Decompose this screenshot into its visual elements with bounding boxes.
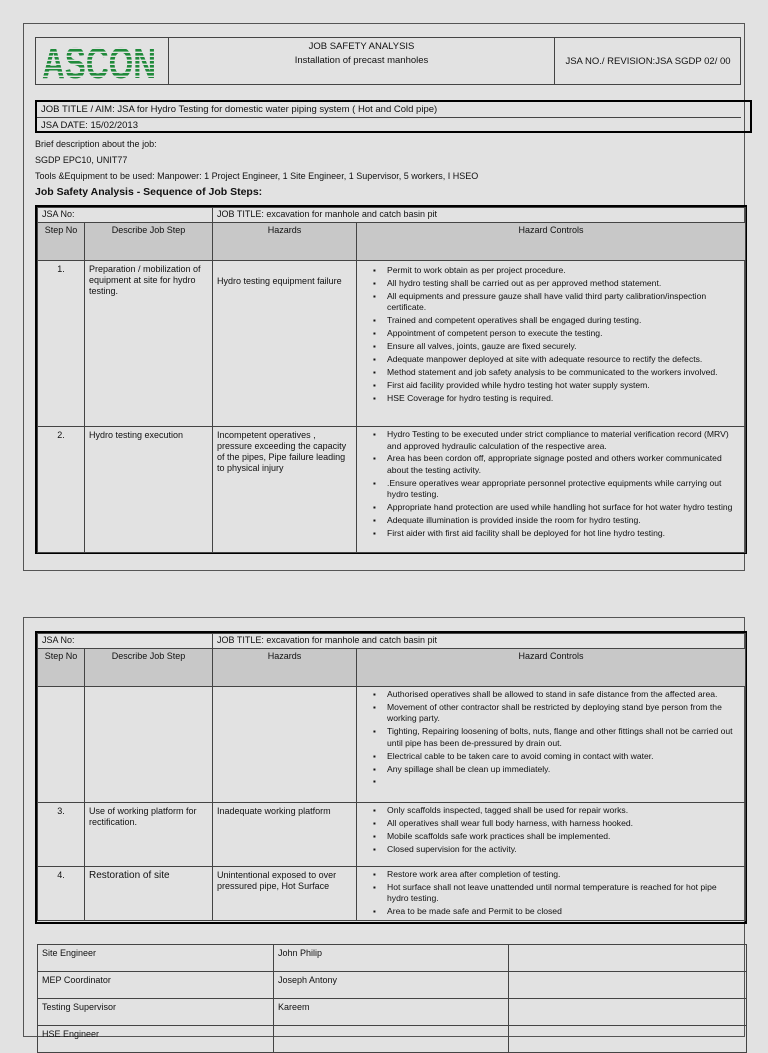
step-description: Preparation / mobilization of equipment at site for hydro testing. [85,261,213,427]
control-item: ▪ Restore work area after completion of testing. [371,869,739,881]
jsa-table-frame-1 [35,205,747,554]
document-page-1 [23,23,745,571]
step-hazard [213,687,357,803]
col-header-step: Step No [38,223,85,261]
signoff-signature[interactable] [509,972,747,999]
job-title-box [35,100,752,133]
step-description: Restoration of site [85,867,213,921]
control-item: ▪ Ensure all valves, joints, gauze are fixed securely. [371,341,739,353]
jsa-no-label: JSA No: [38,634,213,649]
table-job-title: JOB TITLE: excavation for manhole and catch basin pit [213,208,746,223]
control-item: ▪ First aid facility provided while hydro testing hot water supply system. [371,380,739,392]
control-item: ▪ Any spillage shall be clean up immediately. [371,764,739,776]
jsa-no-label: JSA No: [38,208,213,223]
step-description: Use of working platform for rectification. [85,803,213,867]
signoff-table [37,944,747,1053]
step-controls [357,427,746,553]
signoff-role: Testing Supervisor [38,999,274,1026]
step-hazard: Unintentional exposed to over pressured pipe, Hot Surface [213,867,357,921]
step-controls [357,261,746,427]
control-item: ▪ Method statement and job safety analysis to be communicated to the workers involved. [371,367,739,379]
control-item: ▪ Hot surface shall not leave unattended until normal temperature is reached for hot pipe hydro testing. [371,882,739,905]
header-title-block [168,38,555,84]
step-description: Hydro testing execution [85,427,213,553]
jsa-number-revision: JSA NO./ REVISION:JSA SGDP 02/ 00 [565,55,731,67]
document-header [35,37,741,88]
control-item: ▪ Adequate illumination is provided inside the room for hydro testing. [371,515,739,527]
col-header-desc: Describe Job Step [85,223,213,261]
job-title: JOB TITLE / AIM: JSA for Hydro Testing for domestic water piping system ( Hot and Cold pipe) [41,104,438,115]
signoff-signature[interactable] [509,945,747,972]
step-hazard: Inadequate working platform [213,803,357,867]
signoff-row [38,999,747,1026]
section-heading: Job Safety Analysis - Sequence of Job Steps: [35,186,263,198]
control-item: ▪ Area to be made safe and Permit to be closed [371,906,739,918]
step-number: 2. [38,427,85,553]
control-item: ▪ Closed supervision for the activity. [371,844,739,856]
step-description [85,687,213,803]
signoff-name: Joseph Antony [274,972,509,999]
control-item: ▪ HSE Coverage for hydro testing is required. [371,393,739,405]
table-row [38,687,746,803]
ascon-logo [40,39,158,88]
site-reference: SGDP EPC10, UNIT77 [35,155,128,165]
table-row [38,867,746,921]
signoff-signature[interactable] [509,999,747,1026]
signoff-row [38,972,747,999]
brief-label: Brief description about the job: [35,139,157,149]
control-item: ▪ Adequate manpower deployed at site with adequate resource to rectify the defects. [371,354,739,366]
col-header-controls: Hazard Controls [357,649,746,687]
control-item: ▪ Hydro Testing to be executed under strict compliance to material verification record (MRV) and approved hydraulic calculation of the respective area. [371,429,739,452]
control-item: ▪ Tighting, Repairing loosening of bolts, nuts, flange and other fittings shall not be carried out until pipe has been de-pressured by drain out. [371,726,739,749]
col-header-desc: Describe Job Step [85,649,213,687]
step-controls [357,867,746,921]
step-hazard: Incompetent operatives , pressure exceeding the capacity of the pipes, Pipe failure leading to physical injury [213,427,357,553]
control-item: ▪ Authorised operatives shall be allowed to stand in safe distance from the affected area. [371,689,739,701]
col-header-step: Step No [38,649,85,687]
step-hazard: Hydro testing equipment failure [213,261,357,427]
step-number [38,687,85,803]
jsa-table-2 [37,633,746,921]
step-controls [357,687,746,803]
document-page-2 [23,617,745,1037]
control-item: ▪ Movement of other contractor shall be restricted by deploying stand bye person from the working party. [371,702,739,725]
signoff-role: HSE Engineer [38,1026,274,1053]
control-item: ▪ Appointment of competent person to execute the testing. [371,328,739,340]
control-item: ▪ All equipments and pressure gauze shall have valid third party calibration/inspection certificate. [371,291,739,314]
table-row [38,803,746,867]
control-item: ▪ Only scaffolds inspected, tagged shall be used for repair works. [371,805,739,817]
control-item: ▪ Area has been cordon off, appropriate signage posted and others worker communicated about the testing activity. [371,453,739,476]
table-row [38,261,746,427]
col-header-hazards: Hazards [213,223,357,261]
col-header-controls: Hazard Controls [357,223,746,261]
control-item: ▪ Mobile scaffolds safe work practices shall be implemented. [371,831,739,843]
signoff-name [274,1026,509,1053]
control-item: ▪ All operatives shall wear full body harness, with harness hooked. [371,818,739,830]
step-number: 3. [38,803,85,867]
signoff-signature[interactable] [509,1026,747,1053]
step-number: 1. [38,261,85,427]
step-number: 4. [38,867,85,921]
jsa-table-frame-2 [35,631,747,924]
signoff-role: Site Engineer [38,945,274,972]
control-item: ▪ All hydro testing shall be carried out as per approved method statement. [371,278,739,290]
jsa-table-1 [37,207,746,553]
control-item: ▪ Permit to work obtain as per project procedure. [371,265,739,277]
control-item: ▪ First aider with first aid facility shall be deployed for hot line hydro testing. [371,528,739,540]
control-item: ▪ Trained and competent operatives shall be engaged during testing. [371,315,739,327]
signoff-name: Kareem [274,999,509,1026]
col-header-hazards: Hazards [213,649,357,687]
signoff-name: John Philip [274,945,509,972]
control-item: ▪ Appropriate hand protection are used while handling hot surface for hot water hydro testing [371,502,739,514]
svg-text:ASCON: ASCON [42,39,156,88]
control-item: ▪ .Ensure operatives wear appropriate personnel protective equipments while carrying out hydro testing. [371,478,739,501]
table-row [38,427,746,553]
control-item: ▪ Electrical cable to be taken care to avoid coming in contact with water. [371,751,739,763]
signoff-row [38,1026,747,1053]
signoff-role: MEP Coordinator [38,972,274,999]
signoff-row [38,945,747,972]
table-job-title: JOB TITLE: excavation for manhole and catch basin pit [213,634,746,649]
jsa-date: JSA DATE: 15/02/2013 [41,120,138,131]
tools-equipment: Tools &Equipment to be used: Manpower: 1 Project Engineer, 1 Site Engineer, 1 Supervisor, 5 workers, I HSEO [35,171,479,181]
doc-title: JOB SAFETY ANALYSIS [308,41,415,52]
step-controls [357,803,746,867]
doc-subtitle: Installation of precast manholes [294,55,429,66]
